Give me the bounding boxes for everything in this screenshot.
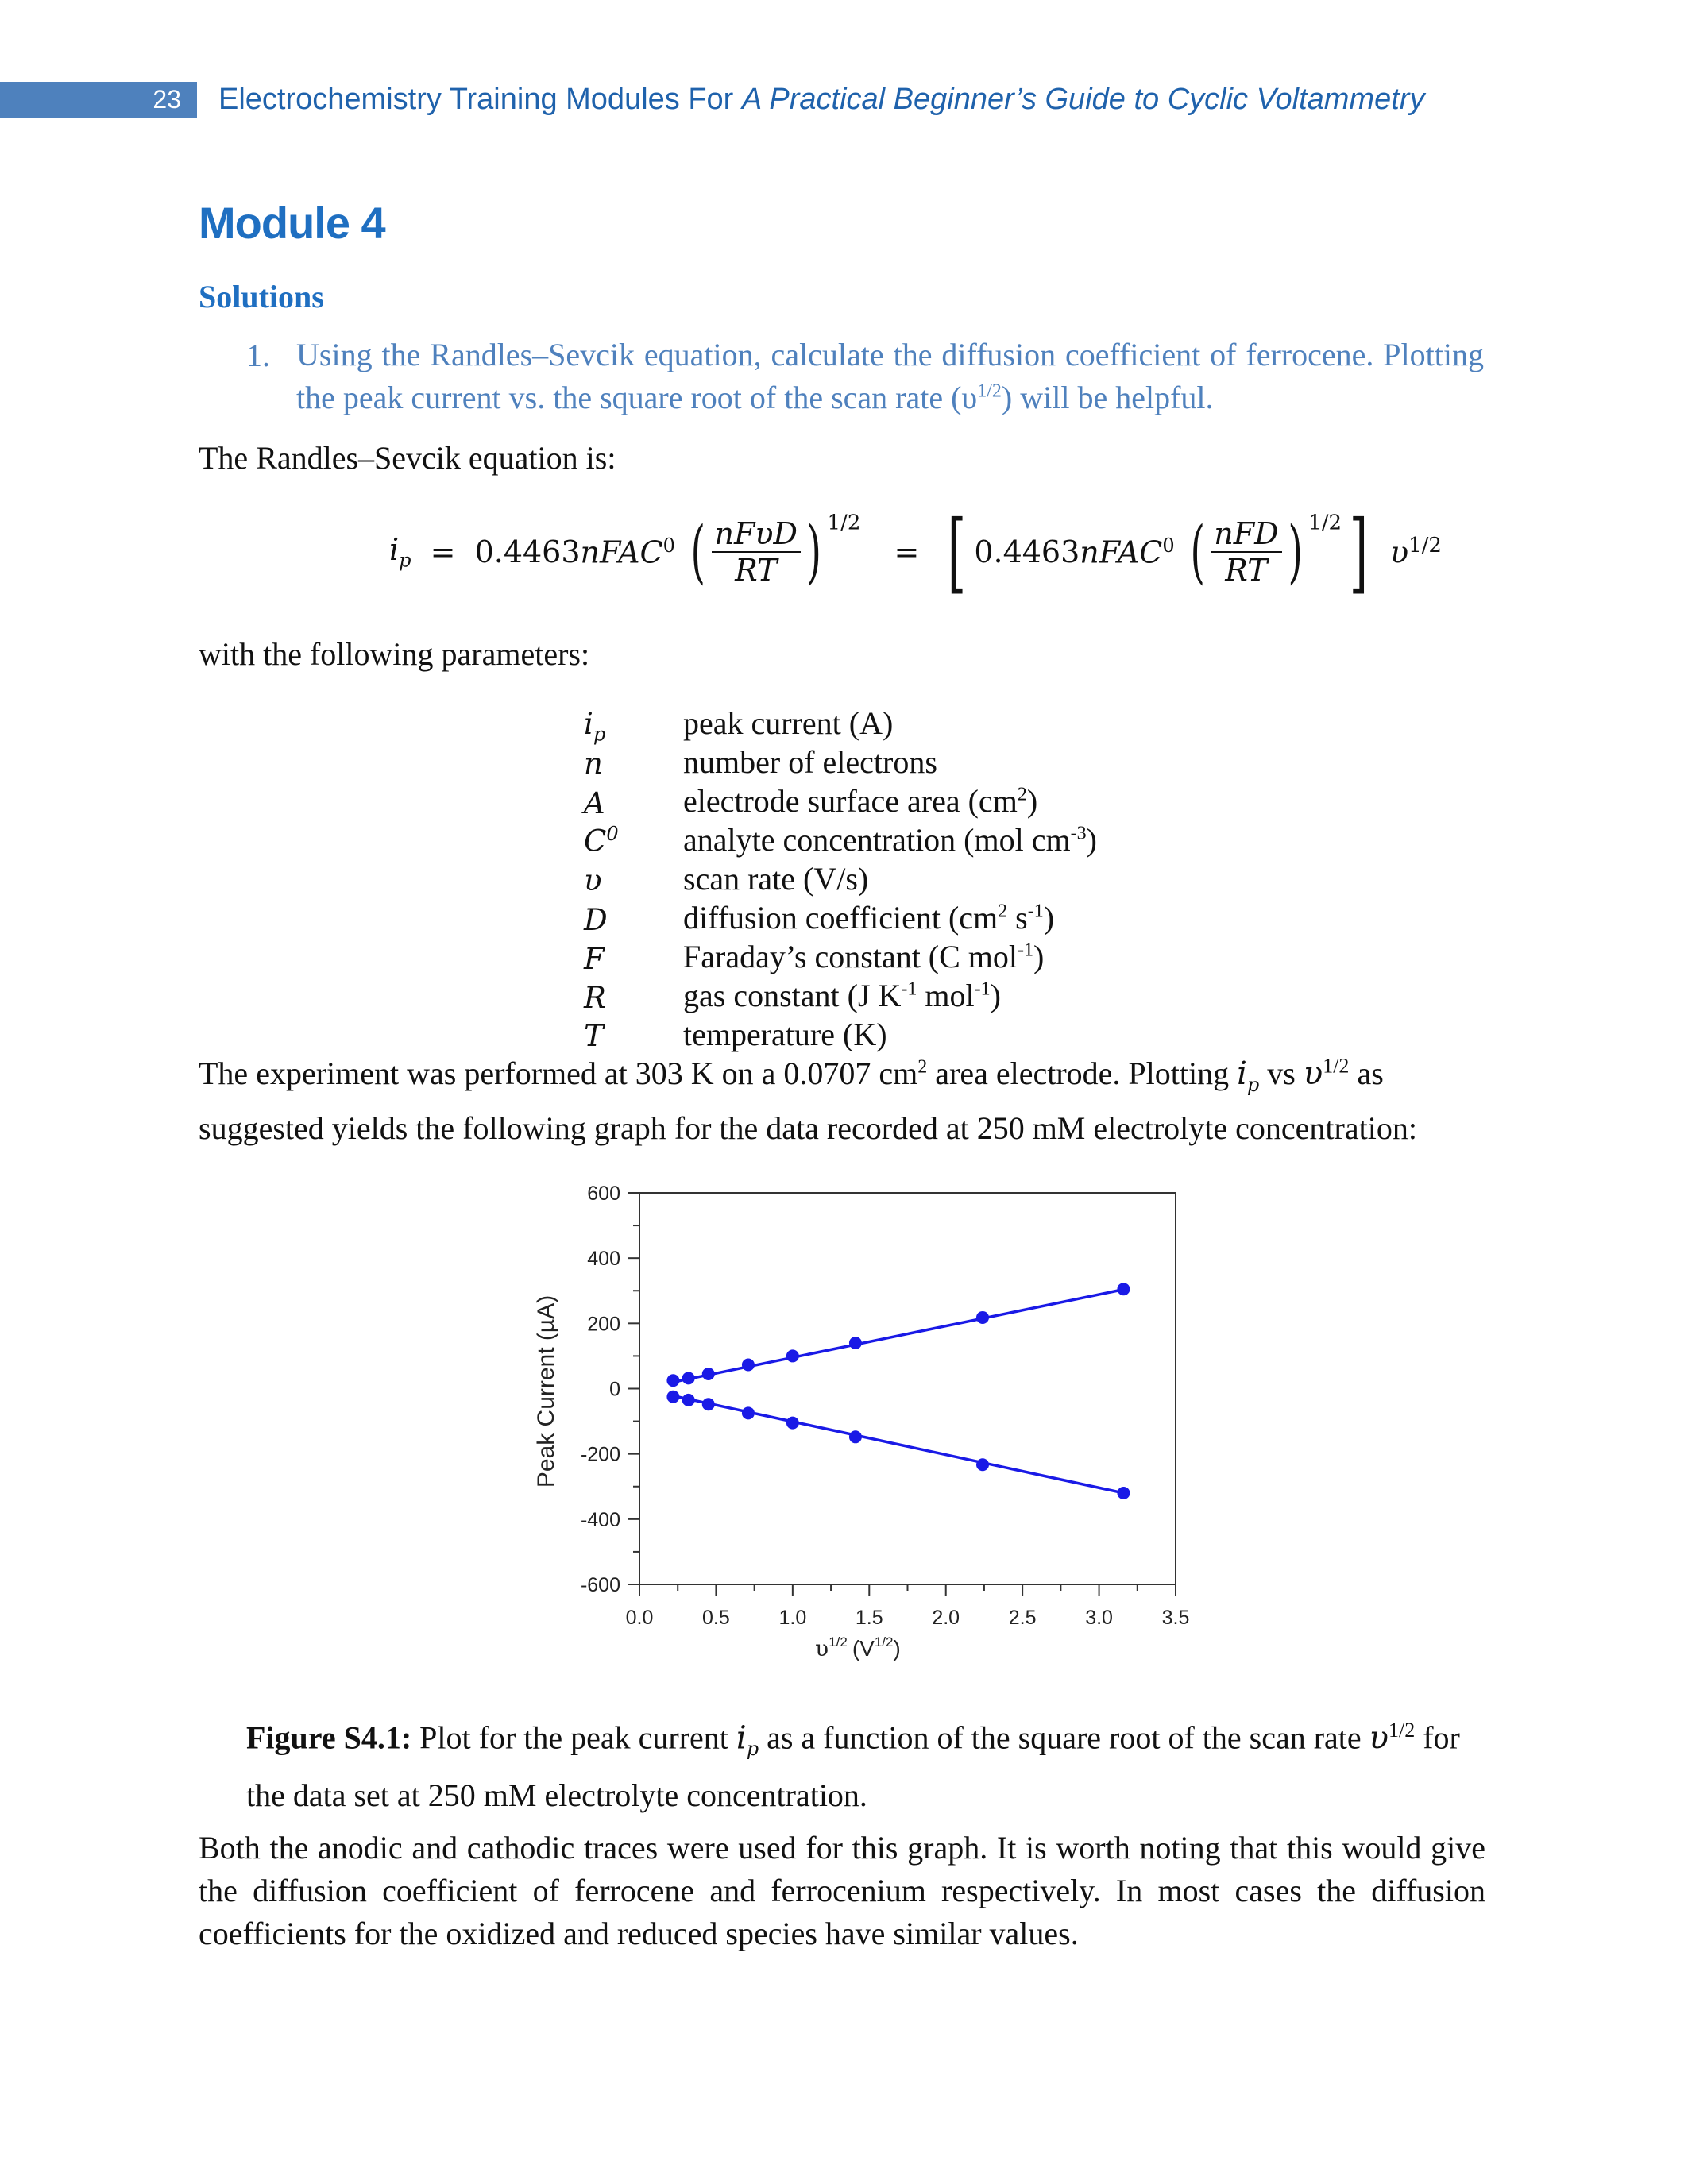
cathodic-fit-line: [673, 1396, 1123, 1493]
running-header: [218, 79, 1424, 119]
header-title: Electrochemistry Training Modules For: [218, 83, 742, 116]
param-desc: diffusion coefficient ($cm^2$ $s^{-1}$): [683, 900, 1055, 936]
param-desc: peak current (A): [683, 705, 894, 741]
param-symbol: A: [584, 786, 605, 820]
question-number: 1.: [246, 338, 270, 373]
intro-text: The Randles–Sevcik equation is:: [199, 440, 616, 476]
anodic-point: [666, 1374, 679, 1387]
param-desc: electrode surface area $(cm^2)$: [683, 783, 1038, 819]
x-tick-label: 2.0: [932, 1607, 960, 1629]
plot-frame: [639, 1193, 1176, 1584]
param-symbol: $i_p$: [584, 707, 606, 746]
y-tick-label: 400: [587, 1248, 620, 1271]
y-axis: [581, 1183, 639, 1596]
cathodic-point: [666, 1391, 679, 1403]
closing-paragraph: Both the anodic and cathodic traces were used for this graph. It is worth noting that this would give the diffusion coefficient of ferrocene and ferrocenium respectively. In most cases the diffusion coefficients for the oxidized and reduced species have similar values.: [199, 1830, 1485, 1951]
param-symbol: T: [584, 1019, 604, 1053]
figure-caption: Figure S4.1: Plot for the peak current $i_p$ as a function of the square root of the scan rate $\upsilon^{1/2}$ for the data set at 250 mM electrolyte concentration.: [246, 1719, 1460, 1814]
y-tick-label: 0: [609, 1378, 620, 1401]
cathodic-point: [1117, 1487, 1130, 1499]
anodic-point: [849, 1337, 862, 1349]
param-desc: number of electrons: [683, 744, 937, 780]
y-axis-label: Peak Current (µA): [533, 1295, 559, 1488]
x-axis: [626, 1584, 1190, 1629]
anodic-point: [742, 1359, 755, 1372]
param-desc: Faraday’s constant (C mol$^{-1}$): [683, 939, 1045, 974]
cathodic-point: [702, 1398, 715, 1410]
y-tick-label: -400: [580, 1508, 620, 1531]
param-symbol: F: [584, 942, 605, 976]
param-desc: scan rate (V/s): [683, 861, 869, 897]
x-tick-label: 3.5: [1161, 1607, 1190, 1629]
anodic-point: [1117, 1283, 1130, 1295]
param-symbol: $C^0$: [584, 823, 619, 859]
question-text: Using the Randles–Sevcik equation, calculate the diffusion coefficient of ferrocene. Plotting the peak current vs. the square root of the scan rate $(\upsilon^{1/2})$ will be helpful.: [296, 337, 1484, 415]
y-tick-label: 200: [587, 1313, 620, 1336]
cathodic-point: [786, 1417, 799, 1430]
x-tick-label: 2.5: [1008, 1607, 1037, 1629]
x-tick-label: 0.5: [702, 1607, 730, 1629]
experiment-text: The experiment was performed at 303 K on a 0.0707 $cm^2$ area electrode. Plotting $i_p$ vs $\upsilon^{1/2}$ as suggested yields the following graph for the data recorded at 250 mM electrolyte concentration:: [199, 1054, 1417, 1146]
peak-current-chart: [508, 1167, 1223, 1707]
cathodic-point: [976, 1458, 989, 1471]
y-tick-label: 600: [587, 1183, 620, 1205]
anodic-point: [976, 1311, 989, 1324]
param-desc: gas constant (J $K^{-1}$ mol$^{-1}$): [683, 978, 1001, 1013]
param-symbol: D: [584, 903, 608, 937]
page-number: 23: [153, 85, 181, 114]
x-tick-label: 3.0: [1085, 1607, 1113, 1629]
x-tick-label: 0.0: [625, 1607, 654, 1629]
param-desc: analyte concentration (mol $cm^{-3}$): [683, 822, 1097, 858]
anodic-point: [786, 1349, 799, 1362]
param-symbol: R: [584, 981, 606, 1015]
y-tick-label: -200: [580, 1443, 620, 1466]
params-intro: with the following parameters:: [199, 636, 590, 672]
x-tick-label: 1.5: [855, 1607, 883, 1629]
randles-sevcik-equation: $i_p$ = 0.4463nFAC$^0$ ( $\frac{\text{nFυD}}{RT}$ ) $^{1/2}$ = [ 0.4463nFAC$^0$ ( $\frac{\text{nFD}}{RT}$ ) $^{1/2}$] $\upsilon^{1/2}$: [389, 501, 1442, 603]
param-symbol: n: [584, 747, 603, 781]
anodic-fit-line: [673, 1290, 1123, 1383]
module-title: Module 4: [199, 198, 385, 248]
x-tick-label: 1.0: [778, 1607, 807, 1629]
param-symbol: υ: [584, 863, 602, 897]
cathodic-point: [742, 1406, 755, 1419]
anodic-point: [702, 1368, 715, 1380]
x-axis-label: $\upsilon^{1/2}$ $(V^{1/2})$: [815, 1634, 901, 1661]
anodic-point: [682, 1372, 695, 1384]
cathodic-point: [849, 1430, 862, 1443]
param-desc: temperature (K): [683, 1017, 887, 1052]
cathodic-point: [682, 1394, 695, 1406]
header-book-title: A Practical Beginner’s Guide to Cyclic Voltammetry: [741, 83, 1425, 116]
series-layer: [666, 1283, 1130, 1499]
y-tick-label: -600: [580, 1574, 620, 1596]
section-title: Solutions: [199, 279, 324, 314]
